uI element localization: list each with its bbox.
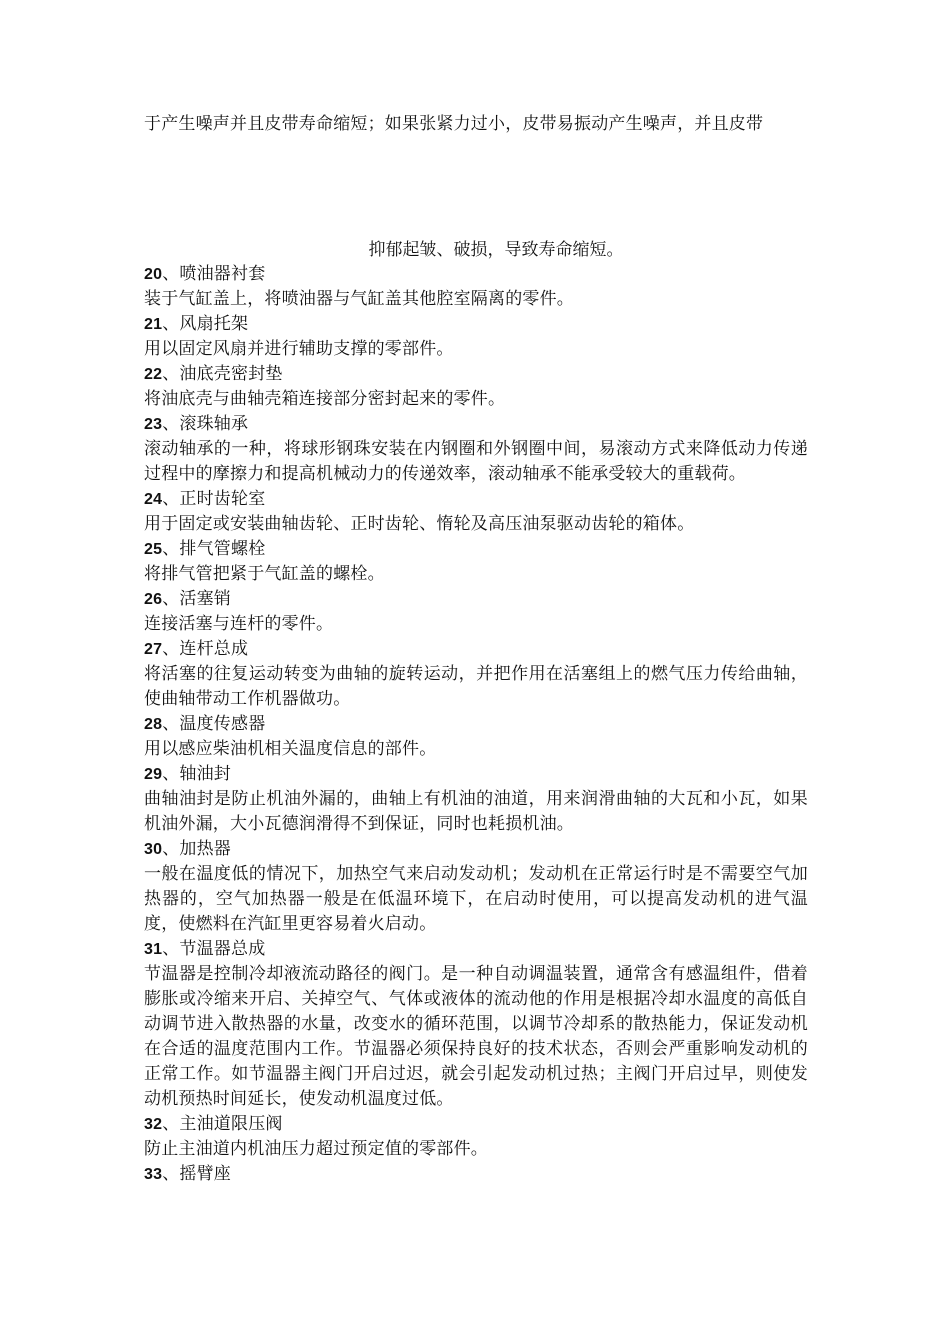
entry-number: 32 [144,1116,163,1133]
entry-title-text: 、油底壳密封垫 [162,364,283,384]
entry-title [144,362,808,387]
entry-title-text: 、加热器 [162,839,232,859]
entry-description: 连接活塞与连杆的零件。 [144,614,334,634]
entry-number: 24 [144,491,163,508]
glossary-entry [144,1112,808,1162]
entry-title-text: 、连杆总成 [162,639,249,659]
entry-number: 20 [144,266,163,283]
glossary-entry [144,537,808,587]
glossary-entry [144,712,808,762]
centered-continuation-line: 抑郁起皱、破损，导致寿命缩短。 [368,240,624,260]
entry-number: 28 [144,716,163,733]
glossary-entry [144,262,808,312]
entry-description: 将活塞的往复运动转变为曲轴的旋转运动，并把作用在活塞组上的燃气压力传给曲轴，使曲轴带动工作机器做功。 [144,664,808,709]
glossary-entry [144,837,808,937]
entry-title [144,712,808,737]
entry-number: 31 [144,941,163,958]
entry-number: 30 [144,841,163,858]
entry-description: 将排气管把紧于气缸盖的螺栓。 [144,564,385,584]
entry-title [144,262,808,287]
entry-title [144,837,808,862]
entry-title [144,587,808,612]
entry-number: 25 [144,541,163,558]
entry-title-text: 、温度传感器 [162,714,266,734]
entry-title-text: 、节温器总成 [162,939,266,959]
entry-description: 用以固定风扇并进行辅助支撑的零部件。 [144,339,454,359]
parts-glossary-list [144,262,808,1187]
entry-title [144,1162,808,1187]
entry-description: 防止主油道内机油压力超过预定值的零部件。 [144,1139,488,1159]
entry-title-text: 、轴油封 [162,764,232,784]
glossary-entry [144,487,808,537]
glossary-entry [144,762,808,837]
entry-number: 21 [144,316,163,333]
continued-paragraph: 于产生噪声并且皮带寿命缩短；如果张紧力过小，皮带易振动产生噪声，并且皮带 [144,114,764,134]
entry-title [144,937,808,962]
entry-description: 节温器是控制冷却液流动路径的阀门。是一种自动调温装置，通常含有感温组件，借着膨胀或冷缩来开启、关掉空气、气体或液体的流动他的作用是根据冷却水温度的高低自动调节进入散热器的水量，改变水的循环范围，以调节冷却系的散热能力，保证发动机在合适的温度范围内工作。节温器必须保持良好的技术状态，否则会严重影响发动机的正常工作。如节温器主阀门开启过迟，就会引起发动机过热；主阀门开启过早，则使发动机预热时间延长，使发动机温度过低。 [144,964,808,1109]
entry-title [144,312,808,337]
entry-title [144,537,808,562]
glossary-entry [144,937,808,1112]
glossary-entry [144,587,808,637]
entry-number: 33 [144,1166,163,1183]
glossary-entry [144,412,808,487]
entry-description: 滚动轴承的一种，将球形钢珠安装在内钢圈和外钢圈中间，易滚动方式来降低动力传递过程中的摩擦力和提高机械动力的传递效率，滚动轴承不能承受较大的重载荷。 [144,439,808,484]
entry-title-text: 、主油道限压阀 [162,1114,283,1134]
entry-number: 26 [144,591,163,608]
entry-title-text: 、风扇托架 [162,314,249,334]
entry-title-text: 、喷油器衬套 [162,264,266,284]
entry-title [144,637,808,662]
entry-number: 29 [144,766,163,783]
entry-title-text: 、排气管螺栓 [162,539,266,559]
entry-title [144,762,808,787]
entry-description: 将油底壳与曲轴壳箱连接部分密封起来的零件。 [144,389,506,409]
entry-title-text: 、滚珠轴承 [162,414,249,434]
entry-description: 曲轴油封是防止机油外漏的，曲轴上有机油的油道，用来润滑曲轴的大瓦和小瓦，如果机油外漏，大小瓦德润滑得不到保证，同时也耗损机油。 [144,789,808,834]
entry-title-text: 、活塞销 [162,589,232,609]
entry-number: 23 [144,416,163,433]
entry-title [144,1112,808,1137]
entry-title [144,487,808,512]
entry-title-text: 、摇臂座 [162,1164,232,1184]
entry-description: 用于固定或安装曲轴齿轮、正时齿轮、惰轮及高压油泵驱动齿轮的箱体。 [144,514,695,534]
entry-title [144,412,808,437]
entry-number: 27 [144,641,163,658]
entry-description: 一般在温度低的情况下，加热空气来启动发动机；发动机在正常运行时是不需要空气加热器的，空气加热器一般是在低温环境下，在启动时使用，可以提高发动机的进气温度，使燃料在汽缸里更容易着火启动。 [144,864,808,934]
glossary-entry [144,1162,808,1187]
glossary-entry [144,362,808,412]
glossary-entry [144,312,808,362]
entry-title-text: 、正时齿轮室 [162,489,266,509]
glossary-entry [144,637,808,712]
entry-description: 装于气缸盖上，将喷油器与气缸盖其他腔室隔离的零件。 [144,289,574,309]
entry-number: 22 [144,366,163,383]
entry-description: 用以感应柴油机相关温度信息的部件。 [144,739,437,759]
